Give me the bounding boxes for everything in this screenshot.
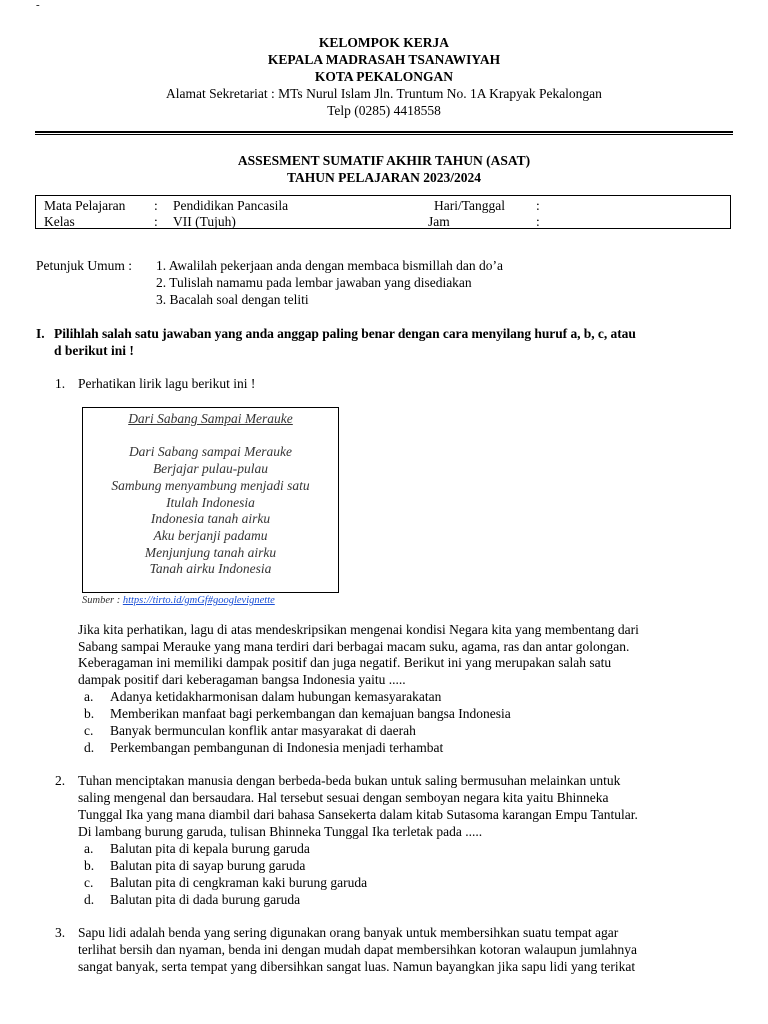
song-title: Dari Sabang Sampai Merauke — [128, 411, 293, 426]
question-text-line: Tuhan menciptakan manusia dengan berbeda-beda bukan untuk saling bermusuhan melainkan untuk — [78, 773, 621, 788]
exam-title: ASSESMENT SUMATIF AKHIR TAHUN (ASAT) — [237, 153, 531, 168]
instruction-item: 1. Awalilah pekerjaan anda dengan membaca bismillah dan do’a — [156, 258, 504, 273]
question-text-line: Di lambang burung garuda, tulisan Bhinneka Tunggal Ika terletak pada ..... — [78, 824, 483, 839]
question-number: 1. — [55, 376, 66, 391]
letterhead-line2: KEPALA MADRASAH TSANAWIYAH — [267, 52, 501, 67]
question-text-line: Tunggal Ika yang mana diambil dari bahasa Sansekerta dalam kitab Sutasoma karangan Empu Tantular. — [78, 807, 638, 822]
class-label: Kelas — [44, 214, 75, 229]
class-sep: : — [154, 214, 158, 229]
section-instruction-line: Pilihlah salah satu jawaban yang anda anggap paling benar dengan cara menyilang huruf a, b, c, atau — [54, 326, 636, 341]
class-value: VII (Tujuh) — [173, 214, 236, 229]
corner-mark: - — [36, 0, 40, 11]
subject-sep: : — [154, 198, 158, 213]
lyric-line: Menjunjung tanah airku — [144, 545, 277, 560]
option-letter: b. — [84, 858, 95, 873]
question-text-line: Keberagaman ini memiliki dampak positif dan juga negatif. Berikut ini yang merupakan salah satu — [78, 655, 612, 670]
question-text-line: terlihat bersih dan nyaman, benda ini dengan mudah dapat membersihkan kotoran walaupun jumlahnya — [78, 942, 637, 957]
option-text: Perkembangan pembangunan di Indonesia menjadi terhambat — [110, 740, 444, 755]
lyric-line: Dari Sabang sampai Merauke — [128, 444, 293, 459]
option-text: Balutan pita di sayap burung garuda — [110, 858, 306, 873]
lyric-line: Aku berjanji padamu — [153, 528, 268, 543]
question-text-line: Sapu lidi adalah benda yang sering digunakan orang banyak untuk membersihkan suatu tempat agar — [78, 925, 619, 940]
question-number: 2. — [55, 773, 66, 788]
letterhead-rule-thick — [35, 131, 733, 133]
option-text: Memberikan manfaat bagi perkembangan dan kemajuan bangsa Indonesia — [110, 706, 511, 721]
lyric-line: Itulah Indonesia — [166, 495, 255, 510]
letterhead-line3: KOTA PEKALONGAN — [314, 69, 454, 84]
option-letter: b. — [84, 706, 95, 721]
question-text-line: saling mengenal dan bersaudara. Hal tersebut sesuai dengan semboyan negara kita yaitu Bhinneka — [78, 790, 609, 805]
question-number: 3. — [55, 925, 66, 940]
time-label: Jam — [428, 214, 450, 229]
option-letter: c. — [84, 723, 94, 738]
date-label: Hari/Tanggal — [434, 198, 506, 213]
instruction-item: 3. Bacalah soal dengan teliti — [156, 292, 309, 307]
instruction-item: 2. Tulislah namamu pada lembar jawaban yang disediakan — [156, 275, 472, 290]
letterhead-rule-thin — [35, 134, 733, 135]
subject-label: Mata Pelajaran — [44, 198, 126, 213]
question-text-line: Sabang sampai Merauke yang mana terdiri dari berbagai macam suku, agama, ras dan antar golongan. — [78, 639, 630, 654]
letterhead-line1: KELOMPOK KERJA — [318, 35, 450, 50]
source-label: Sumber : — [82, 595, 123, 606]
option-text: Balutan pita di dada burung garuda — [110, 892, 301, 907]
time-sep: : — [536, 214, 540, 229]
section-number: I. — [36, 326, 45, 341]
question-text-line: Jika kita perhatikan, lagu di atas mendeskripsikan mengenai kondisi Negara kita yang membentang dari — [78, 622, 639, 637]
option-letter: c. — [84, 875, 94, 890]
option-letter: a. — [84, 689, 94, 704]
date-sep: : — [536, 198, 540, 213]
option-text: Adanya ketidakharmonisan dalam hubungan kemasyarakatan — [110, 689, 442, 704]
lyrics-source — [82, 594, 275, 607]
exam-year: TAHUN PELAJARAN 2023/2024 — [286, 170, 481, 185]
subject-value: Pendidikan Pancasila — [173, 198, 289, 213]
source-link[interactable]: https://tirto.id/gmGf#googlevignette — [122, 595, 275, 606]
option-text: Balutan pita di cengkraman kaki burung garuda — [110, 875, 368, 890]
option-text: Banyak bermunculan konflik antar masyarakat di daerah — [110, 723, 416, 738]
lyric-line: Tanah airku Indonesia — [149, 561, 272, 576]
lyric-line: Indonesia tanah airku — [150, 511, 271, 526]
option-text: Balutan pita di kepala burung garuda — [110, 841, 310, 856]
question-prompt: Perhatikan lirik lagu berikut ini ! — [78, 376, 256, 391]
question-text-line: sangat banyak, serta tempat yang dibersihkan sangat luas. Namun bayangkan jika sapu lidi yang terikat — [78, 959, 636, 974]
option-letter: d. — [84, 740, 95, 755]
option-letter: a. — [84, 841, 94, 856]
lyric-line: Berjajar pulau-pulau — [152, 461, 269, 476]
letterhead-address: Alamat Sekretariat : MTs Nurul Islam Jln. Truntum No. 1A Krapyak Pekalongan — [166, 86, 602, 101]
question-text-line: dampak positif dari keberagaman bangsa Indonesia yaitu ..... — [78, 672, 406, 687]
section-instruction-line: d berikut ini ! — [54, 343, 134, 358]
option-letter: d. — [84, 892, 95, 907]
instructions-label: Petunjuk Umum : — [36, 258, 133, 273]
lyric-line: Sambung menyambung menjadi satu — [111, 478, 310, 493]
letterhead-phone: Telp (0285) 4418558 — [327, 103, 441, 118]
song-lyrics-box — [82, 407, 339, 593]
exam-info-box — [35, 195, 731, 229]
